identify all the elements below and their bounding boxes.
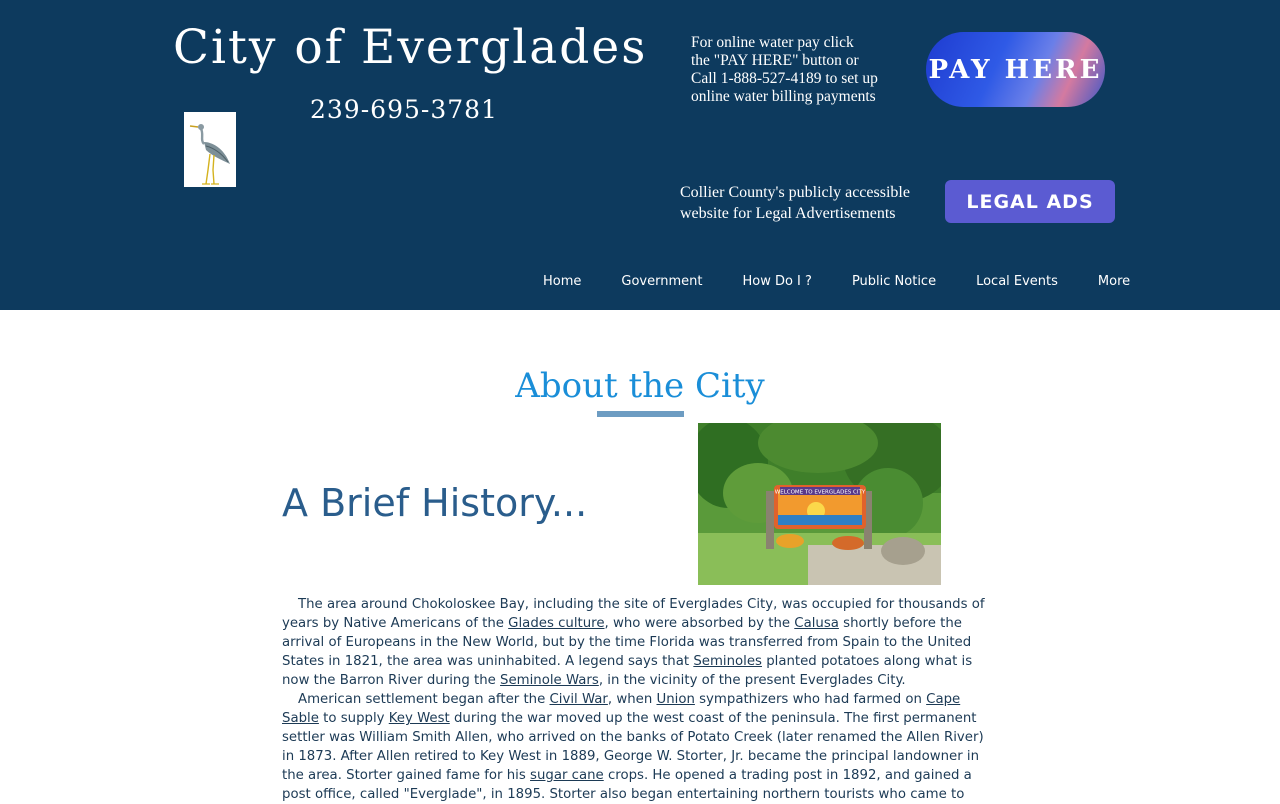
phone-number: 239-695-3781 <box>310 95 498 124</box>
link-sugar-cane[interactable]: sugar cane <box>530 768 604 783</box>
water-pay-note-line: online water billing payments <box>691 88 876 105</box>
legal-ads-note-line: website for Legal Advertisements <box>680 205 896 222</box>
link-glades-culture[interactable]: Glades culture <box>508 616 605 631</box>
link-calusa[interactable]: Calusa <box>794 616 839 631</box>
main-nav <box>523 272 1150 294</box>
welcome-sign-photo <box>698 423 941 585</box>
link-seminole-wars[interactable]: Seminole Wars <box>500 673 599 688</box>
nav-item-home[interactable]: Home <box>543 274 582 289</box>
text-run: crops. He opened a trading post in 1892, and gained a post office, called "Everglade", in 1895. Storter also began entertaining northern tourists who came to <box>282 768 972 802</box>
pay-here-button-label: PAY HERE <box>928 54 1103 85</box>
site-title[interactable]: City of Everglades <box>173 20 648 75</box>
water-pay-note-line: the "PAY HERE" button or <box>691 52 859 69</box>
site-header <box>0 0 1280 310</box>
legal-ads-note-line: Collier County's publicly accessible <box>680 184 910 201</box>
welcome-sign-image <box>698 423 941 585</box>
water-pay-note <box>691 34 921 106</box>
water-pay-note-line: Call 1-888-527-4189 to set up <box>691 70 878 87</box>
text-run: , who were absorbed by the <box>604 616 795 631</box>
history-article <box>282 595 987 804</box>
text-run: sympathizers who had farmed on <box>694 692 927 707</box>
title-underline-divider <box>597 411 684 417</box>
text-run: during the war moved up the west coast of the peninsula. The first permanent settler was William Smith Allen, who arrived on the banks of Potato Creek (later renamed the Allen River) in 1873. After Allen retired to Key West in 1889, George W. Storter, Jr. became the principal landowner in the area. Storter gained fame for his <box>282 711 984 783</box>
link-civil-war[interactable]: Civil War <box>549 692 608 707</box>
legal-ads-button[interactable] <box>945 180 1115 223</box>
link-seminoles[interactable]: Seminoles <box>693 654 762 669</box>
nav-item-public-notice[interactable]: Public Notice <box>851 274 937 289</box>
text-run: , when <box>607 692 657 707</box>
link-union[interactable]: Union <box>656 692 695 707</box>
nav-item-local-events[interactable]: Local Events <box>976 274 1058 289</box>
legal-ads-note <box>680 182 940 224</box>
link-key-west[interactable]: Key West <box>388 711 450 726</box>
text-run: The area around Chokoloskee Bay, including the site of Everglades City, was occupied for thousands of years by Native Americans of the <box>282 597 985 631</box>
nav-item-more[interactable]: More <box>1097 274 1131 289</box>
heron-icon <box>184 112 236 187</box>
welcome-sign-text: WELCOME TO EVERGLADES CITY <box>774 489 866 496</box>
text-run: , in the vicinity of the present Everglades City. <box>598 673 906 688</box>
pay-here-button[interactable] <box>926 32 1105 107</box>
history-title: A Brief History... <box>282 481 588 525</box>
history-paragraph <box>282 595 987 690</box>
nav-item-how-do-i[interactable]: How Do I ? <box>742 274 812 289</box>
text-run: planted potatoes along what is now the Barron River during the <box>282 654 973 688</box>
nav-item-government[interactable]: Government <box>621 274 703 289</box>
link-cape-sable[interactable]: Cape Sable <box>282 692 961 726</box>
water-pay-note-line: For online water pay click <box>691 34 854 51</box>
text-run: to supply <box>318 711 389 726</box>
legal-ads-button-label: LEGAL ADS <box>966 190 1094 213</box>
history-paragraph <box>282 690 987 804</box>
about-title: About the City <box>515 366 765 406</box>
text-run: shortly before the arrival of Europeans in the New World, but by the time Florida was transferred from Spain to the United States in 1821, the area was uninhabited. A legend says that <box>282 616 972 669</box>
heron-logo[interactable] <box>184 112 236 187</box>
text-run: American settlement began after the <box>298 692 550 707</box>
